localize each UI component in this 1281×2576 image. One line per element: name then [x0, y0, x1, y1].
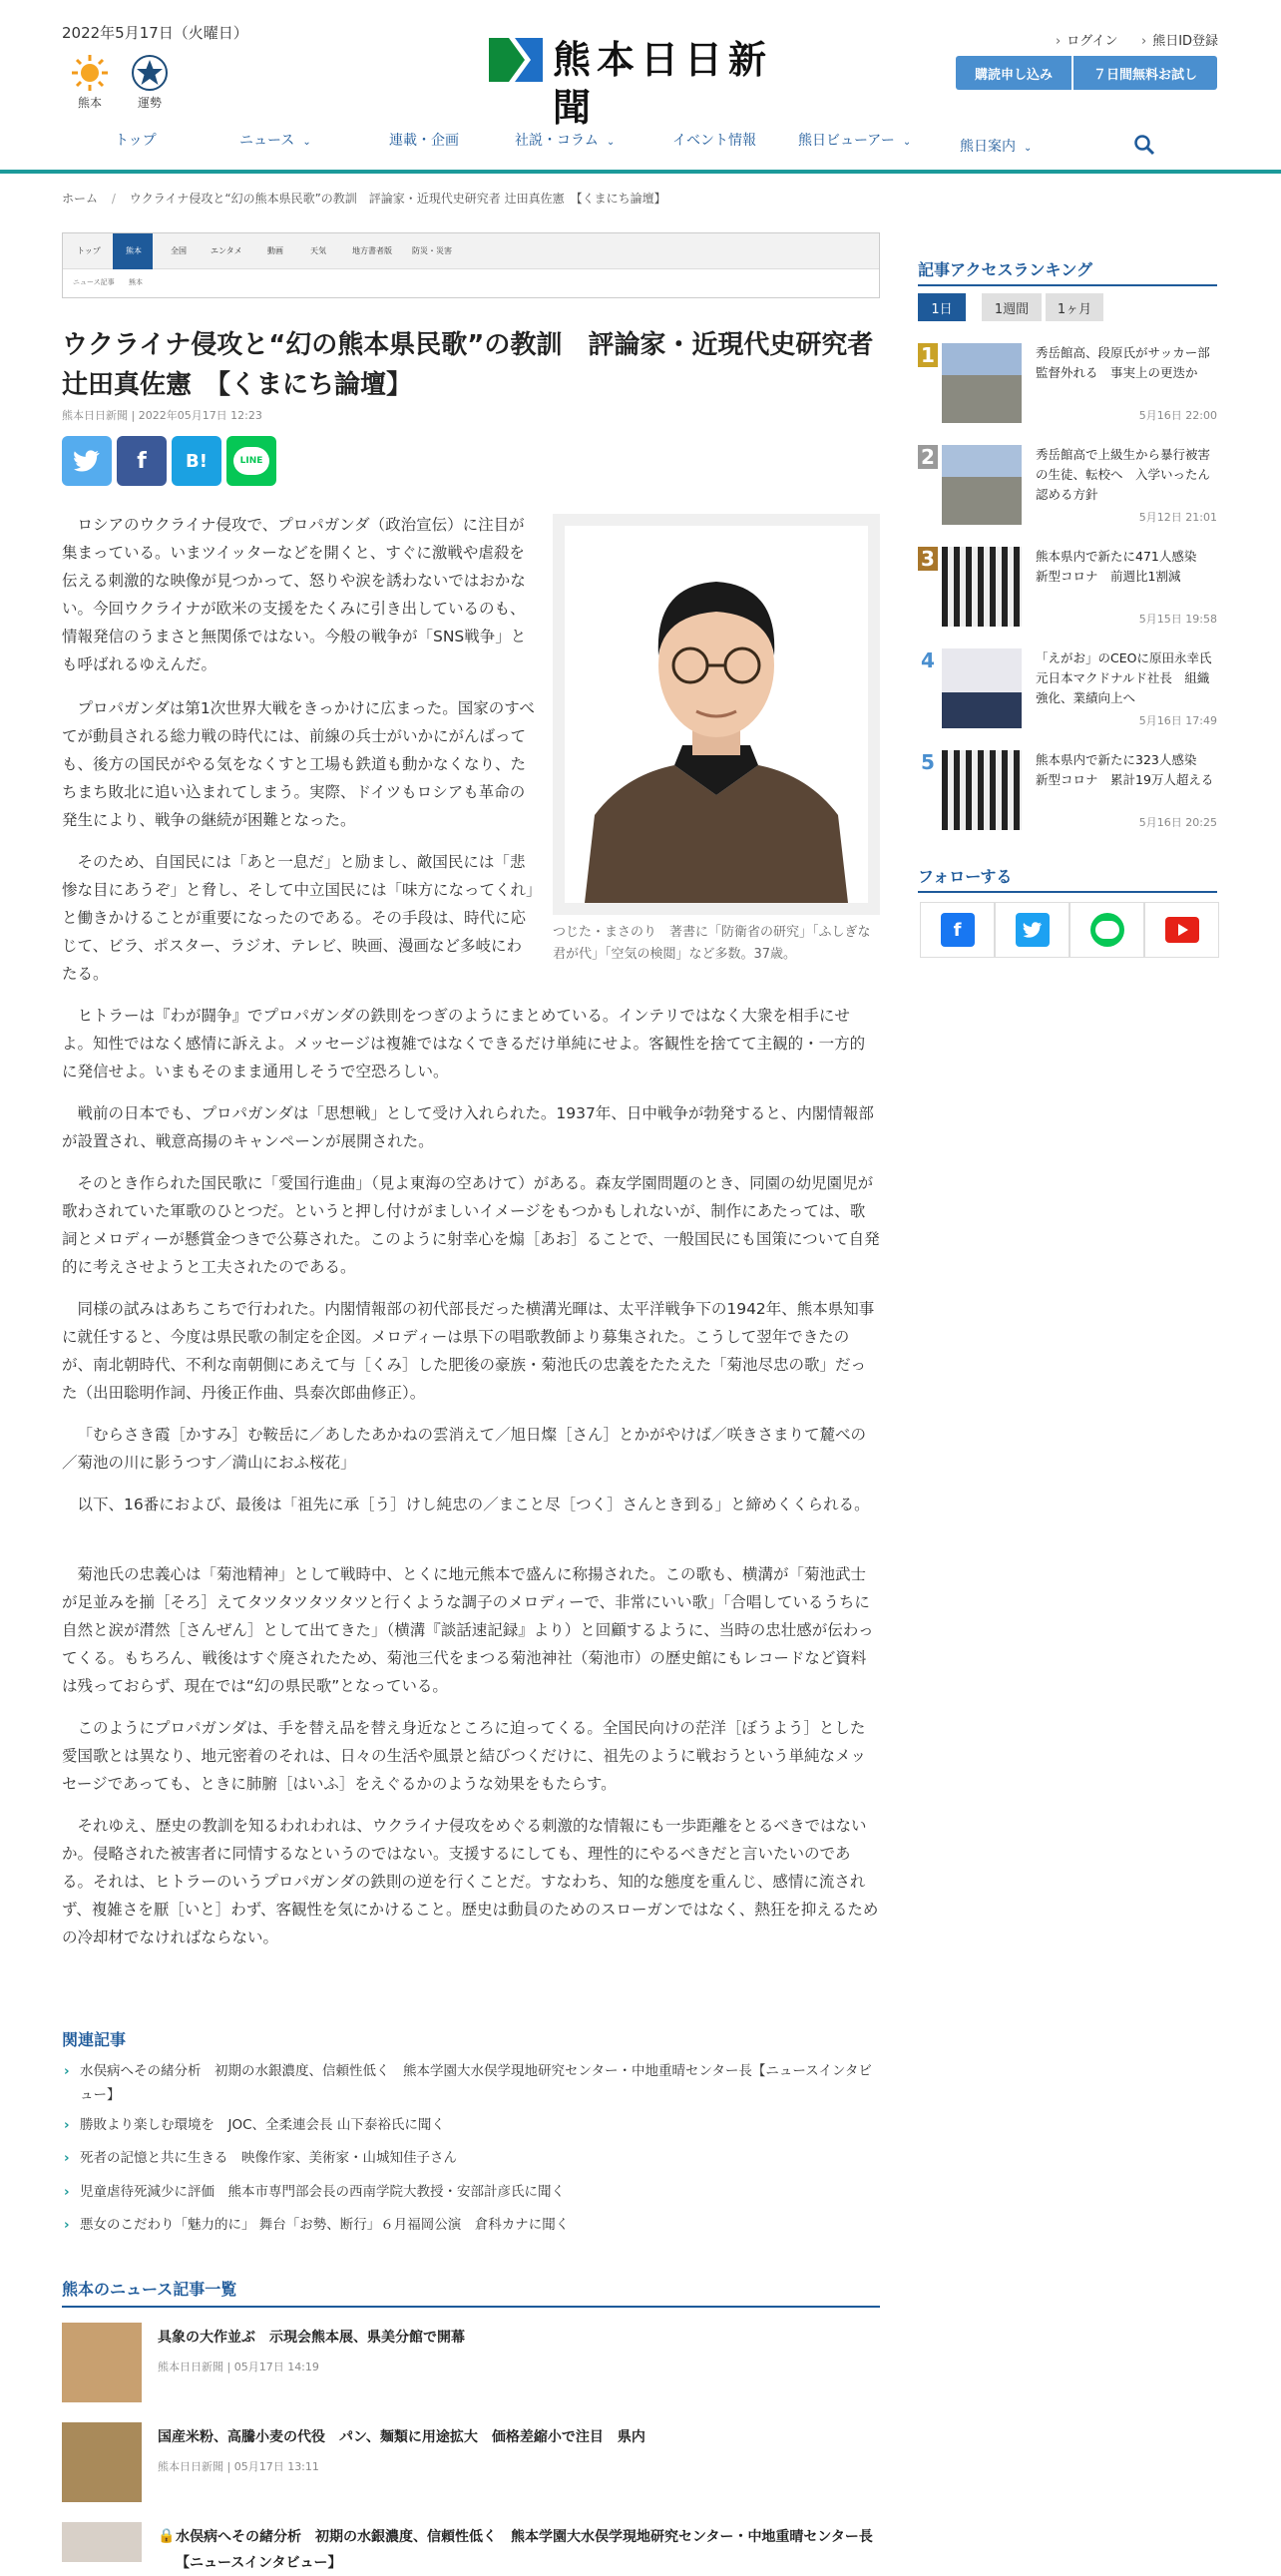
related-link[interactable]: › 水俣病へその緒分析 初期の水銀濃度、信頼性低く 熊本学園大水俣学現地研究センター・中地重晴センター長【ニュースインタビュー】: [62, 2059, 880, 2107]
twitter-share-button[interactable]: [62, 436, 112, 486]
breadcrumb-current: ウクライナ侵攻と“幻の熊本県民歌”の教訓 評論家・近現代史研究者 辻田真佐憲 【くまにち論壇】: [129, 192, 666, 206]
fortune-widget[interactable]: [128, 54, 172, 111]
article-title: ウクライナ侵攻と“幻の熊本県民歌”の教訓 評論家・近現代史研究者 辻田真佐憲 【くまにち論壇】: [62, 330, 900, 400]
nav-item-top[interactable]: [115, 130, 157, 150]
nav-label: 熊日案内: [960, 139, 1016, 155]
ranking-item[interactable]: [918, 547, 1217, 633]
section-tab[interactable]: 動画: [267, 246, 283, 255]
news-item[interactable]: [62, 2323, 880, 2402]
news-thumbnail: [62, 2422, 142, 2502]
news-meta: 熊本日日新聞 | 05月17日 13:11: [158, 2460, 319, 2473]
nav-item-editorial[interactable]: [515, 130, 615, 150]
ranking-date: 5月15日 19:58: [1138, 613, 1217, 626]
nav-item-events[interactable]: [672, 130, 756, 150]
section-nav: [62, 232, 880, 298]
article-paragraph: それゆえ、歴史の教訓を知るわれわれは、ウクライナ侵攻をめぐる刺激的な情報にも一歩距離をとるべきではないか。侵略された被害者に同情するなというのではない。支援するにしても、理性的にやるべきだと言いたいのである。それは、ヒトラーのいうプロパガンダの鉄則の逆を行くことだ。すなわち、知的な態度を重んじ、感情に流されず、複雑さを厭［いと］わず、客観性を気にかけること。歴史は動員のためのスローガンではなく、熱狂を抑えるための冷却材でなければならない。: [62, 1817, 879, 1946]
article-paragraph: そのとき作られた国民歌に「愛国行進曲」（見よ東海の空あけて）がある。森友学園問題のとき、同園の幼児園児が歌わされていた軍歌のひとつだ。というと押し付けがましいイメージをもつかもしれないが、制作にあたっては、歌詞とメロディーが懸賞金つきで公募された。このように射幸心を煽［あお］ることで、一般国民にも国策について自発的に考えさせようと工夫されたのである。: [62, 1174, 880, 1276]
header-date: 2022年5月17日（火曜日）: [62, 24, 248, 42]
nav-label: ニュース: [239, 133, 295, 149]
ranking-item[interactable]: [918, 445, 1217, 531]
chevron-down-icon: ⌄: [902, 137, 912, 148]
line-icon: [1090, 913, 1124, 947]
ranking-item[interactable]: [918, 750, 1217, 836]
nav-item-series[interactable]: [389, 130, 459, 150]
breadcrumb-separator: /: [111, 192, 116, 206]
follow-heading: フォローする: [918, 864, 1217, 893]
site-logo[interactable]: [489, 36, 798, 130]
article-paragraph: ヒトラーは『わが闘争』でプロパガンダの鉄則をつぎのようにまとめている。インテリではなく大衆を相手にせよ。知性ではなく感情に訴えよ。メッセージは複雑ではなくできるだけ単純にせよ。客観性を捨てて主観的・一方的に発信せよ。いまもそのまま通用しそうで空恐ろしい。: [62, 1007, 866, 1080]
chevron-down-icon: ⌄: [302, 137, 311, 148]
nav-item-viewer[interactable]: [798, 130, 911, 150]
facebook-icon: f: [941, 913, 975, 947]
article-paragraph: 「むらさき霞［かすみ］む鞍岳に／あしたあかねの雲消えて／旭日燦［さん］とかがやけば／咲きさまりて麓べの／菊池の川に影うつす／満山におふ桜花」: [62, 1426, 867, 1472]
nav-label: 熊日ビューアー: [798, 133, 895, 149]
section-tab[interactable]: トップ: [77, 246, 101, 255]
nav-label: 連載・企画: [389, 133, 459, 149]
ranking-date: 5月16日 22:00: [1138, 409, 1217, 422]
article-paragraph: そのため、自国民には「あと一息だ」と励まし、敵国民には「悲惨な目にあうぞ」と脅し、そして中立国民には「味方になってくれ」と働きかけることが重要になったのである。その手段は、時代に応じて、ビラ、ポスター、ラジオ、テレビ、映画、漫画など多岐にわたる。: [62, 853, 534, 983]
nav-label: トップ: [115, 133, 157, 149]
rank-number: 5: [921, 750, 935, 774]
nav-label: イベント情報: [672, 133, 756, 149]
section-tab[interactable]: 全国: [171, 246, 187, 255]
breadcrumb-home[interactable]: ホーム: [62, 192, 99, 206]
section-tab[interactable]: 天気: [310, 246, 326, 255]
ranking-title: 熊本県内で新たに323人感染 新型コロナ 累計19万人超える: [1036, 752, 1214, 787]
chevron-down-icon: ⌄: [1024, 143, 1033, 154]
register-link[interactable]: › 熊日ID登録: [1141, 30, 1218, 49]
sub-tab[interactable]: ニュース記事: [73, 278, 115, 286]
nav-item-guide[interactable]: [960, 136, 1032, 156]
news-title: 具象の大作並ぶ 示現会熊本展、県美分館で開幕: [158, 2330, 465, 2346]
line-follow-button[interactable]: [1069, 902, 1144, 958]
related-link[interactable]: › 悪女のこだわり「魅力的に」 舞台「お勢、断行」６月福岡公演 倉科カナに聞く: [62, 2213, 880, 2237]
line-icon: LINE: [233, 447, 269, 475]
article-paragraph: このようにプロパガンダは、手を替え品を替え身近なところに迫ってくる。全国民向けの茫洋［ぼうよう］とした愛国歌とは異なり、地元密着のそれは、日々の生活や風景と結びつくだけに、祖先のように戦おうという単純なメッセージであっても、ときに肺腑［はいふ］をえぐるかのような効果をもたらす。: [62, 1719, 867, 1793]
section-tab-active[interactable]: 熊本: [126, 246, 142, 255]
article-paragraph: 菊池氏の忠義心は「菊池精神」として戦時中、とくに地元熊本で盛んに称揚された。この歌も、横溝が「菊池武士が足並みを揃［そろ］えてタツタツタツタツと行くような調子のメロディーで、非常にいい歌」「合唱しているうちに自然と涙が潸然［さんぜん］として出てきた」（横溝『談話速記録』より）と回顧するように、当時の忠壮感が伝わってくる。もちろん、戦後はすぐ廃されたため、菊池三代をまつる菊池神社（菊池市）の歴史館にもレコードなど資料は残っておらず、現在では“幻の県民歌”となっている。: [62, 1565, 874, 1695]
article-meta: 熊本日日新聞 | 2022年05月17日 12:23: [62, 409, 262, 422]
ranking-tab-month[interactable]: 1ヶ月: [1046, 293, 1103, 321]
ranking-item[interactable]: [918, 343, 1217, 429]
ranking-thumbnail: [942, 648, 1022, 728]
sub-tab[interactable]: 熊本: [129, 278, 143, 286]
news-title: 国産米粉、高騰小麦の代役 パン、麺類に用途拡大 価格差縮小で注目 県内: [158, 2429, 645, 2445]
rank-number: 1: [918, 343, 938, 367]
ranking-thumbnail: [942, 547, 1022, 627]
logo-mark-icon: [489, 38, 543, 82]
section-tab[interactable]: 防災・災害: [412, 246, 452, 255]
news-item[interactable]: [62, 2522, 880, 2571]
hatena-share-button[interactable]: [172, 436, 221, 486]
news-list-heading: 熊本のニュース記事一覧: [62, 2277, 880, 2308]
news-title: 水俣病へその緒分析 初期の水銀濃度、信頼性低く 熊本学園大水俣学現地研究センター・中地重晴センター長【ニュースインタビュー】: [176, 2529, 873, 2571]
chevron-down-icon: ⌄: [606, 137, 616, 148]
related-heading: 関連記事: [62, 2030, 127, 2049]
nav-label: 社説・コラム: [515, 133, 599, 149]
ranking-tab-day[interactable]: 1日: [918, 293, 966, 321]
ranking-tab-week[interactable]: 1週間: [982, 293, 1042, 321]
logo-text: 熊本日日新聞: [553, 37, 773, 130]
article-paragraph: 以下、16番におよび、最後は「祖先に承［う］けし純忠の／まこと尽［つく］さんとき到る」と締めくくられる。: [77, 1496, 870, 1513]
article-paragraph: 戦前の日本でも、プロパガンダは「思想戦」として受け入れられた。1937年、日中戦争が勃発すると、内閣情報部が設置され、戦意高揚のキャンペーンが展開された。: [62, 1104, 874, 1150]
ranking-thumbnail: [942, 343, 1022, 423]
rank-number: 2: [918, 445, 938, 469]
related-link[interactable]: › 死者の記憶と共に生きる 映像作家、美術家・山城知佳子さん: [62, 2146, 880, 2170]
ranking-title: 熊本県内で新たに471人感染 新型コロナ 前週比1割減: [1036, 549, 1209, 584]
author-photo: [553, 514, 880, 915]
youtube-icon: [1165, 917, 1199, 943]
photo-caption: つじた・まさのり 著書に「防衛省の研究」「ふしぎな君が代」「空気の検閲」など多数。37歳。: [553, 925, 871, 962]
section-tab[interactable]: エンタメ: [211, 246, 242, 255]
ranking-title: 「えがお」のCEOに原田永幸氏 元日本マクドナルド社長 組織強化、業績向上へ: [1036, 650, 1224, 705]
sun-icon: [71, 54, 109, 92]
ranking-title: 秀岳館高で上級生から暴行被害の生徒、転校へ 入学いったん認める方針: [1036, 447, 1211, 502]
news-thumbnail: [62, 2323, 142, 2402]
hatena-icon: B!: [186, 450, 208, 472]
news-meta: 熊本日日新聞 | 05月17日 14:19: [158, 2361, 319, 2373]
ranking-thumbnail: [942, 445, 1022, 525]
article-paragraph: 同様の試みはあちこちで行われた。内閣情報部の初代部長だった横溝光暉は、太平洋戦争下の1942年、熊本県知事に就任すると、今度は県民歌の制定を企図。メロディーは県下の唱歌教師より募集された。こうして翌年できたのが、南北朝時代、不利な南朝側にあえて与［くみ］した肥後の豪族・菊池氏の忠義をたたえた「菊池尽忠の歌」だった（出田聡明作詞、丹後正作曲、呉泰次郎曲修正）。: [62, 1300, 875, 1402]
rank-number: 3: [918, 547, 938, 571]
weather-widget[interactable]: [68, 54, 112, 111]
weather-label: 熊本: [77, 96, 102, 110]
ranking-heading: 記事アクセスランキング: [918, 257, 1217, 286]
login-link[interactable]: › ログイン: [1056, 30, 1118, 49]
article-paragraph: プロパガンダは第1次世界大戦をきっかけに広まった。国家のすべてが動員される総力戦の時代には、前線の兵士がいかにがんばっても、後方の国民がやる気をなくすと工場も鉄道も動かなくなり、たちまち敗北に追い込まれてしまう。実際、ドイツもロシアも革命の発生により、戦争の継続が困難となった。: [62, 699, 535, 829]
ranking-date: 5月16日 17:49: [1138, 714, 1217, 727]
news-thumbnail: [62, 2522, 142, 2562]
rank-number: 4: [921, 648, 935, 672]
article-paragraph: ロシアのウクライナ侵攻で、プロパガンダ（政治宣伝）に注目が集まっている。いまツイッターなどを開くと、すぐに激戦や虐殺を伝える刺激的な映像が見つかって、怒りや涙を誘わないではおかない。今回ウクライナが欧米の支援をたくみに引き出しているのも、情報発信のうまさと無関係ではない。今般の戦争が「SNS戦争」とも呼ばれるゆえんだ。: [62, 516, 527, 673]
twitter-icon: [74, 450, 100, 472]
ranking-date: 5月16日 20:25: [1138, 816, 1217, 829]
main-nav: [0, 118, 1281, 174]
search-icon[interactable]: [1133, 134, 1155, 156]
lock-icon: 🔒: [158, 2528, 176, 2544]
facebook-share-button[interactable]: [117, 436, 167, 486]
breadcrumb: [62, 190, 676, 207]
ranking-item[interactable]: [918, 648, 1224, 734]
trial-button[interactable]: ７日間無料お試し: [1073, 56, 1217, 90]
subscribe-button[interactable]: 購読申し込み: [956, 56, 1071, 90]
fortune-label: 運勢: [137, 96, 162, 110]
related-link[interactable]: › 児童虐待死減少に評価 熊本市専門部会長の西南学院大教授・安部計彦氏に聞く: [62, 2180, 880, 2204]
ranking-title: 秀岳館高、段原氏がサッカー部監督外れる 事実上の更迭か: [1036, 345, 1210, 380]
related-link[interactable]: › 勝敗より楽しむ環境を JOC、全柔連会長 山下泰裕氏に聞く: [62, 2113, 880, 2137]
ranking-date: 5月12日 21:01: [1138, 511, 1217, 524]
twitter-follow-button[interactable]: [995, 902, 1069, 958]
youtube-follow-button[interactable]: [1144, 902, 1219, 958]
star-icon: [131, 54, 169, 92]
section-tab[interactable]: 地方書者版: [352, 246, 392, 255]
ranking-thumbnail: [942, 750, 1022, 830]
line-share-button[interactable]: [226, 436, 276, 486]
nav-item-news[interactable]: [239, 130, 311, 150]
facebook-follow-button[interactable]: [920, 902, 995, 958]
portrait-image: [565, 526, 868, 903]
facebook-icon: f: [137, 448, 147, 474]
twitter-icon: [1016, 913, 1050, 947]
news-item[interactable]: [62, 2422, 880, 2502]
